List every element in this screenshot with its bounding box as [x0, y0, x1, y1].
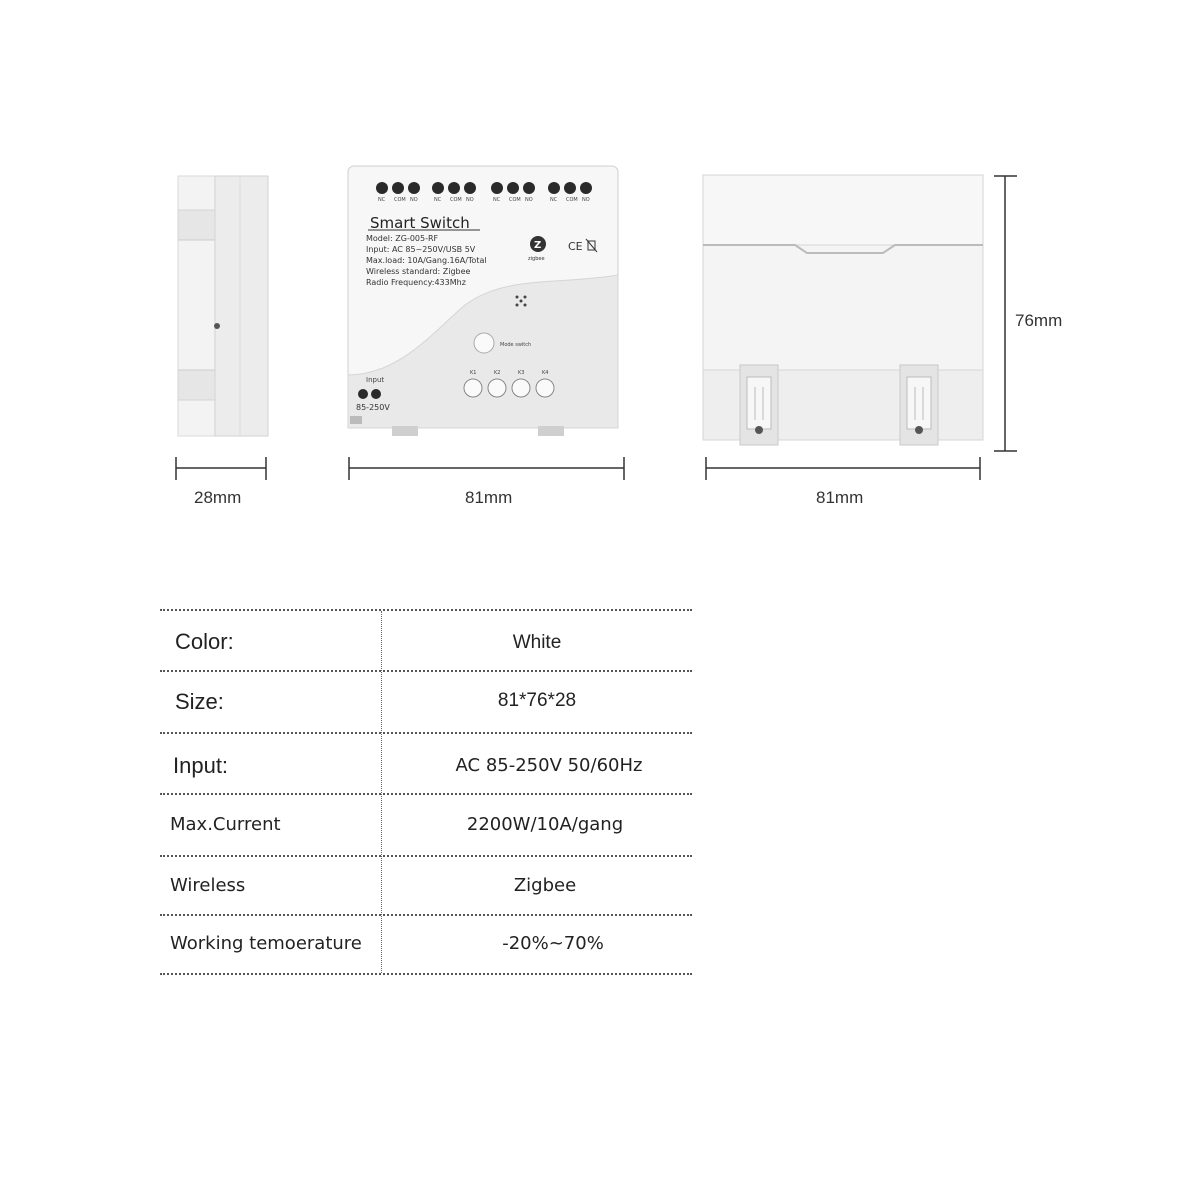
device-input: Input: AC 85~250V/USB 5V: [366, 245, 476, 254]
side-width-label: 28mm: [194, 488, 242, 507]
terminal-label: NO: [466, 197, 474, 203]
spec-label: Color:: [175, 629, 234, 654]
svg-text:Z: Z: [534, 240, 542, 251]
svg-text:zigbee: zigbee: [528, 256, 545, 262]
spec-value: AC 85-250V 50/60Hz: [455, 755, 643, 776]
terminal-label: NO: [582, 197, 590, 203]
spec-value: White: [512, 632, 562, 653]
front-width-label: 81mm: [465, 488, 513, 507]
key-label: K1: [470, 370, 477, 376]
terminal-label: NC: [378, 197, 386, 203]
device-max-load: Max.load: 10A/Gang.16A/Total: [366, 256, 487, 265]
height-label: 76mm: [1015, 311, 1063, 330]
back-width-label: 81mm: [816, 488, 864, 507]
spec-label: Max.Current: [170, 814, 281, 835]
key-label: K3: [518, 370, 525, 376]
terminal-label: COM: [566, 197, 578, 203]
device-radio: Radio Frequency:433Mhz: [366, 278, 466, 287]
terminal-label: COM: [509, 197, 521, 203]
spec-value: Zigbee: [513, 875, 577, 896]
spec-value: 81*76*28: [497, 690, 577, 711]
terminal-label: COM: [394, 197, 406, 203]
spec-label: Wireless: [170, 875, 246, 896]
terminal-label: NC: [550, 197, 558, 203]
ce-mark: CE: [568, 240, 583, 253]
key-label: K2: [494, 370, 501, 376]
voltage-label: 85-250V: [356, 403, 390, 412]
terminal-label: NO: [410, 197, 418, 203]
device-title: Smart Switch: [370, 214, 470, 232]
terminal-label: NO: [525, 197, 533, 203]
terminal-label: COM: [450, 197, 462, 203]
mode-switch-label: Mode switch: [500, 342, 532, 348]
input-label: Input: [366, 376, 385, 384]
dimension-lines: [0, 0, 1200, 520]
device-model: Model: ZG-005-RF: [366, 234, 439, 243]
spec-value: 2200W/10A/gang: [466, 814, 624, 835]
spec-value: -20%~70%: [502, 933, 604, 954]
spec-label: Working temoerature: [170, 933, 362, 954]
key-label: K4: [542, 370, 549, 376]
device-wireless: Wireless standard: Zigbee: [366, 267, 471, 276]
terminal-label: NC: [434, 197, 442, 203]
terminal-label: NC: [493, 197, 501, 203]
spec-label: Input:: [173, 753, 229, 778]
spec-label: Size:: [175, 689, 224, 714]
